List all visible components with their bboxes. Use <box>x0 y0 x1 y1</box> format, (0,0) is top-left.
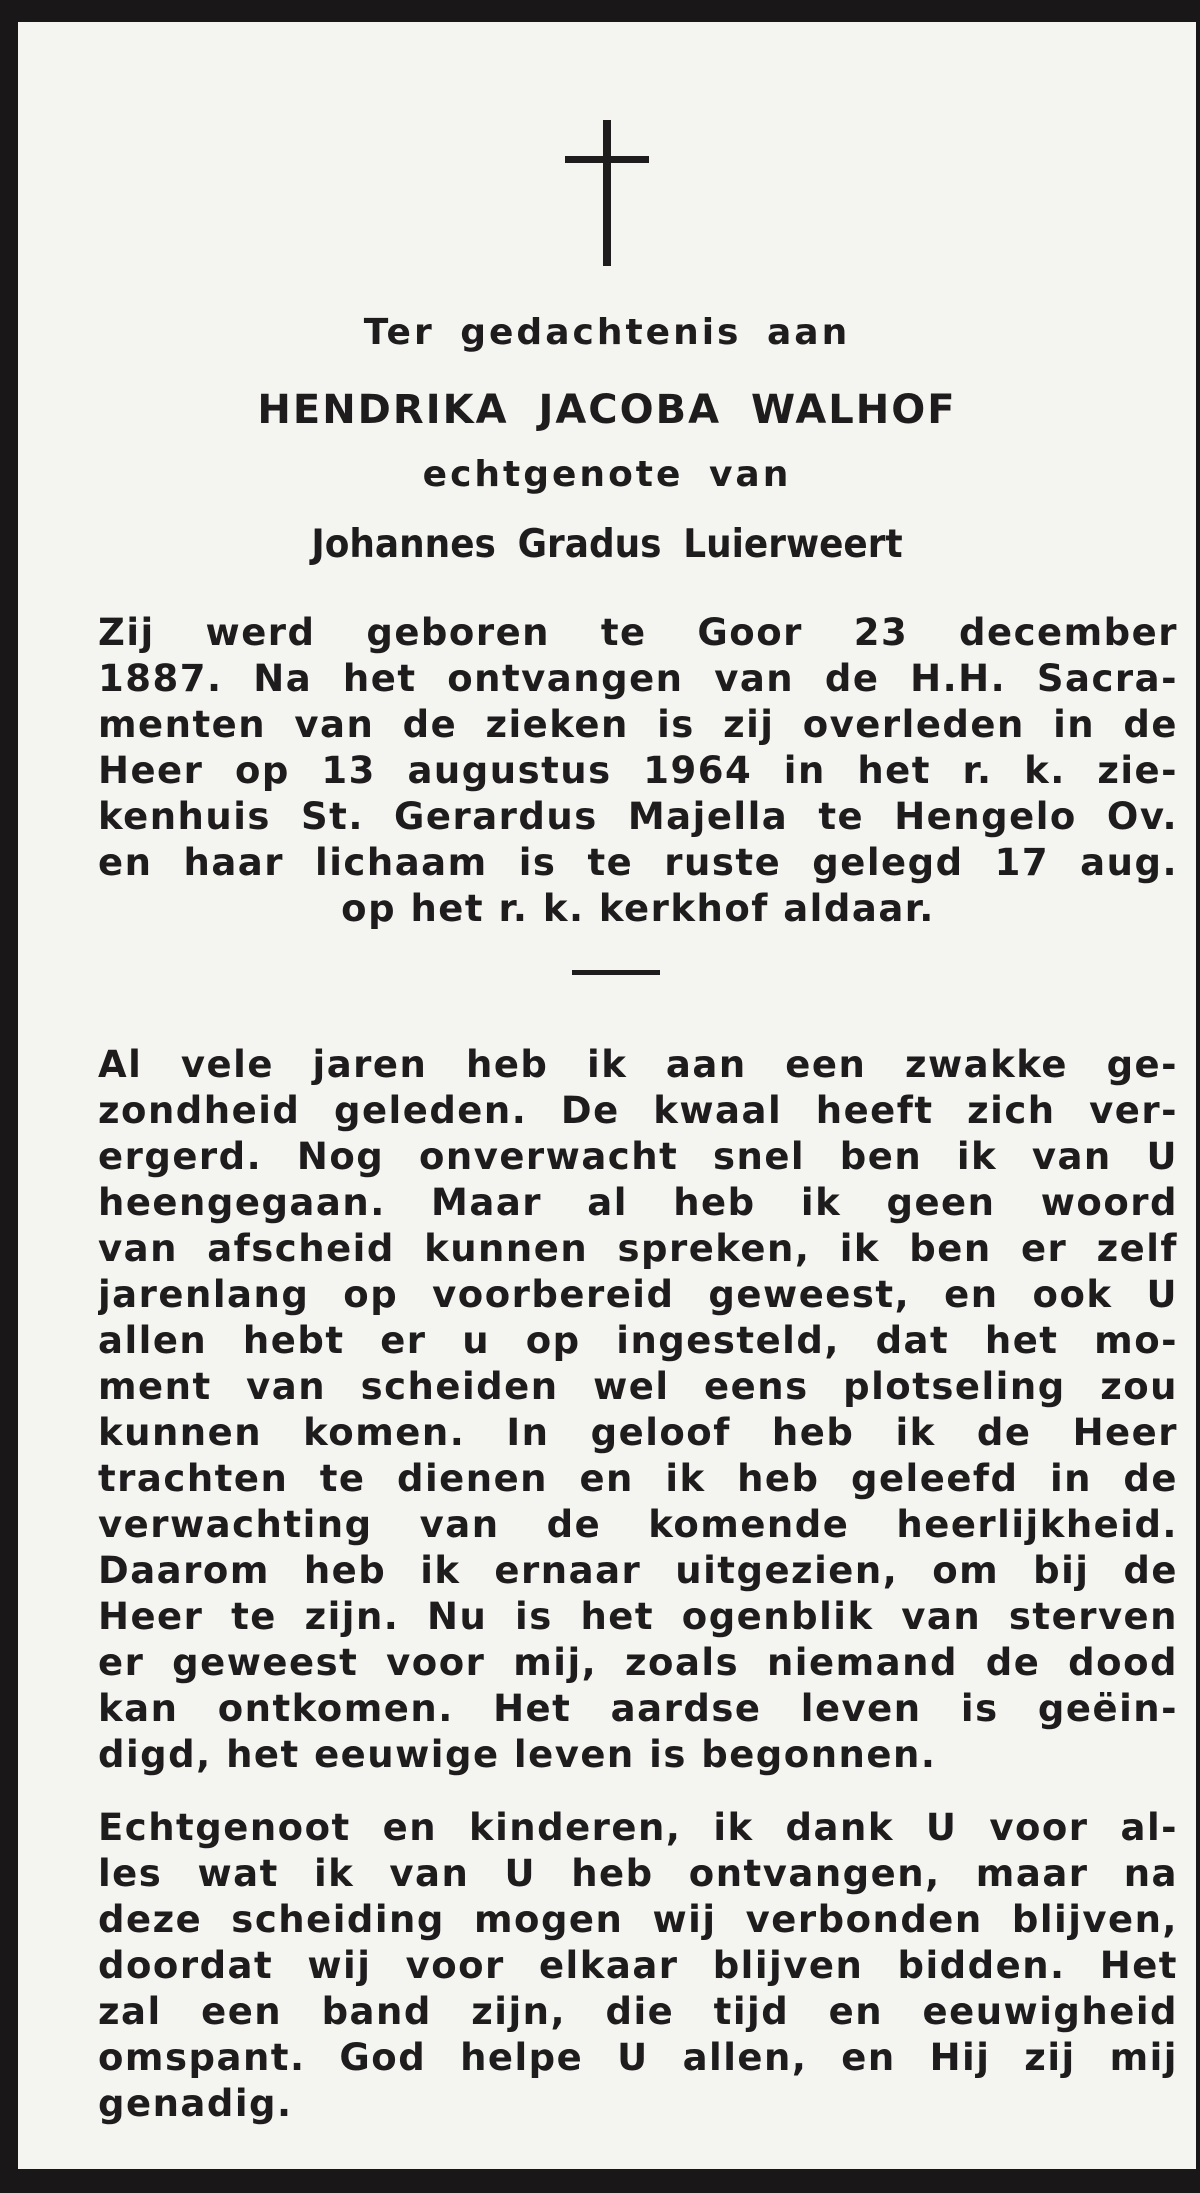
text-line: op het r. k. kerkhof aldaar. <box>341 887 935 930</box>
biography-paragraph <box>98 610 1178 932</box>
text-line: omspant. God helpe U allen, en Hij zij mij <box>98 2036 1178 2079</box>
text-line: verwachting van de komende heerlijkheid. <box>98 1503 1178 1546</box>
text-line: jarenlang op voorbereid geweest, en ook U <box>98 1273 1178 1316</box>
text-line: zondheid geleden. De kwaal heeft zich ver- <box>98 1089 1178 1132</box>
text-line: en haar lichaam is te ruste gelegd 17 aug. <box>98 841 1178 884</box>
text-line: doordat wij voor elkaar blijven bidden. Het <box>98 1944 1178 1987</box>
text-line: Heer op 13 augustus 1964 in het r. k. zie- <box>98 749 1178 792</box>
text-line: genadig. <box>98 2082 293 2125</box>
text-line: Zij werd geboren te Goor 23 december <box>98 611 1178 654</box>
memorial-card <box>18 22 1196 2170</box>
memorial-intro: Ter gedachtenis aan <box>363 312 851 353</box>
text-line: kenhuis St. Gerardus Majella te Hengelo Ov. <box>98 795 1178 838</box>
text-line: allen hebt er u op ingesteld, dat het mo- <box>98 1319 1178 1362</box>
text-line: heengegaan. Maar al heb ik geen woord <box>98 1181 1178 1224</box>
text-line: Al vele jaren heb ik aan een zwakke ge- <box>98 1043 1178 1086</box>
text-line: deze scheiding mogen wij verbonden blijven, <box>98 1898 1178 1941</box>
section-divider <box>572 970 660 975</box>
spouse-name: Johannes Gradus Luierweert <box>311 522 903 567</box>
deceased-name: HENDRIKA JACOBA WALHOF <box>257 387 957 433</box>
text-line: Heer te zijn. Nu is het ogenblik van sterven <box>98 1595 1178 1638</box>
text-line: kan ontkomen. Het aardse leven is geëin- <box>98 1687 1178 1730</box>
text-line: er geweest voor mij, zoals niemand de dood <box>98 1641 1178 1684</box>
card-border-bottom <box>0 2169 1200 2193</box>
text-line: zal een band zijn, die tijd en eeuwigheid <box>98 1990 1178 2033</box>
text-line: trachten te dienen en ik heb geleefd in de <box>98 1457 1178 1500</box>
text-line: digd, het eeuwige leven is begonnen. <box>98 1733 937 1776</box>
text-line: ergerd. Nog onverwacht snel ben ik van U <box>98 1135 1178 1178</box>
text-line: les wat ik van U heb ontvangen, maar na <box>98 1852 1178 1895</box>
text-line: menten van de zieken is zij overleden in de <box>98 703 1178 746</box>
farewell-paragraph <box>98 1805 1178 2127</box>
text-line: 1887. Na het ontvangen van de H.H. Sacra- <box>98 657 1178 700</box>
text-line: kunnen komen. In geloof heb ik de Heer <box>98 1411 1178 1454</box>
reflection-paragraph <box>98 1042 1178 1778</box>
text-line: ment van scheiden wel eens plotseling zou <box>98 1365 1178 1408</box>
cross-icon <box>18 120 1196 290</box>
text-line: Echtgenoot en kinderen, ik dank U voor al- <box>98 1806 1178 1849</box>
text-line: Daarom heb ik ernaar uitgezien, om bij de <box>98 1549 1178 1592</box>
spouse-label: echtgenote van <box>422 454 792 495</box>
text-line: van afscheid kunnen spreken, ik ben er zelf <box>98 1227 1178 1270</box>
